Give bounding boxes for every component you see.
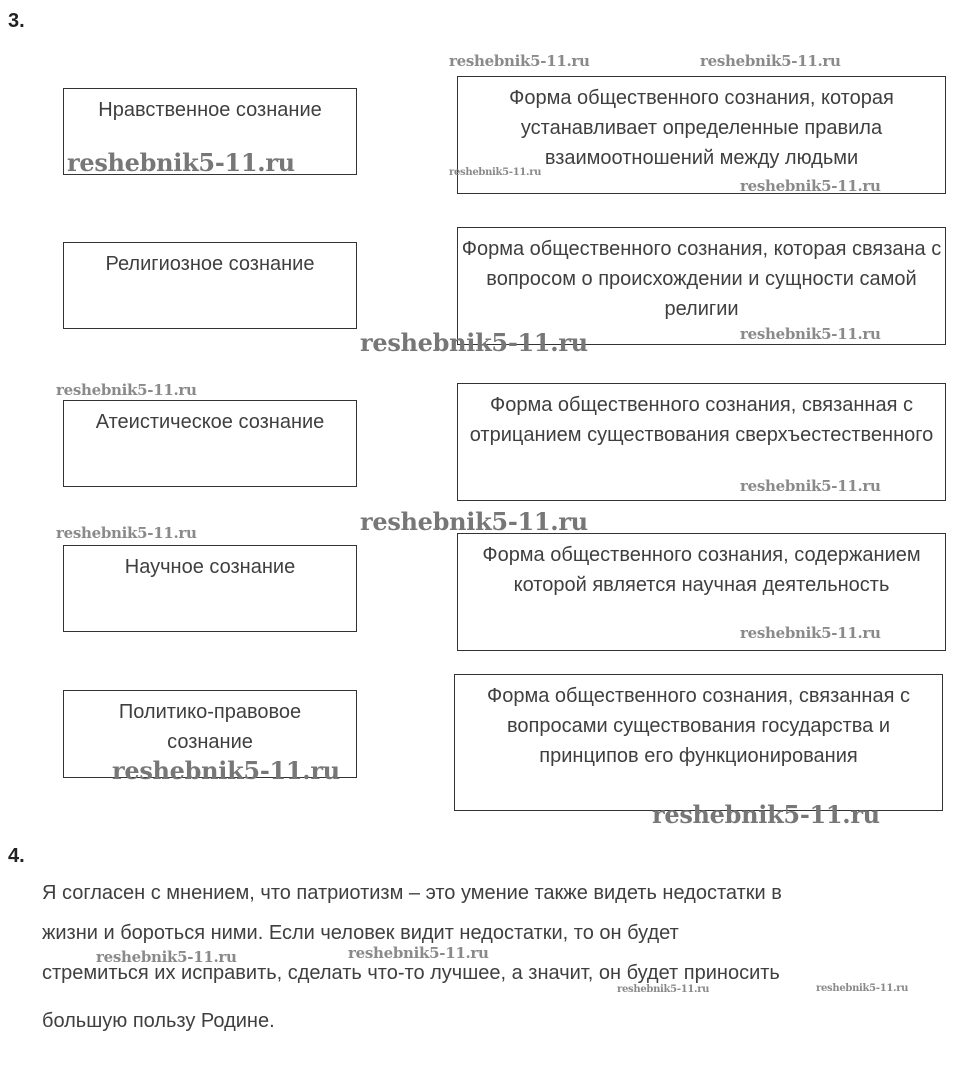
watermark: reshebnik5-11.ru: [449, 52, 590, 70]
term-box-4: Научное сознание: [63, 545, 357, 632]
watermark: reshebnik5-11.ru: [740, 477, 881, 495]
answer-line-3: стремиться их исправить, сделать что-то лучшее, а значит, он будет приносить: [42, 962, 780, 984]
watermark: reshebnik5-11.ru: [617, 984, 710, 995]
definition-box-3: Форма общественного сознания, связанная с отрицанием существования сверхъестественного: [457, 383, 946, 501]
term-box-2: Религиозное сознание: [63, 242, 357, 329]
watermark: reshebnik5-11.ru: [348, 944, 489, 962]
watermark: reshebnik5-11.ru: [740, 325, 881, 343]
definition-box-4: Форма общественного сознания, содержанием которой является научная деятельность: [457, 533, 946, 651]
term-box-1: Нравственное сознание: [63, 88, 357, 175]
watermark: reshebnik5-11.ru: [652, 800, 880, 829]
watermark: reshebnik5-11.ru: [360, 507, 588, 536]
definition-box-1: Форма общественного сознания, которая устанавливает определенные правила взаимоотношений между людьми: [457, 76, 946, 194]
definition-box-5: Форма общественного сознания, связанная с вопросами существования государства и принципов его функционирования: [454, 674, 943, 811]
watermark: reshebnik5-11.ru: [56, 524, 197, 542]
watermark: reshebnik5-11.ru: [449, 167, 542, 178]
answer-line-1: Я согласен с мнением, что патриотизм – это умение также видеть недостатки в: [42, 882, 782, 904]
term-box-3: Атеистическое сознание: [63, 400, 357, 487]
watermark: reshebnik5-11.ru: [56, 381, 197, 399]
watermark: reshebnik5-11.ru: [360, 328, 588, 357]
watermark: reshebnik5-11.ru: [112, 756, 340, 785]
watermark: reshebnik5-11.ru: [67, 148, 295, 177]
watermark: reshebnik5-11.ru: [740, 624, 881, 642]
watermark: reshebnik5-11.ru: [96, 948, 237, 966]
watermark: reshebnik5-11.ru: [740, 177, 881, 195]
answer-line-4: большую пользу Родине.: [42, 1010, 275, 1032]
watermark: reshebnik5-11.ru: [816, 983, 909, 994]
task-4-number: 4.: [8, 845, 25, 867]
task-3-number: 3.: [8, 10, 25, 32]
definition-box-2: Форма общественного сознания, которая связана с вопросом о происхождении и сущности самой религии: [457, 227, 946, 345]
answer-line-2: жизни и бороться ними. Если человек видит недостатки, то он будет: [42, 922, 679, 944]
watermark: reshebnik5-11.ru: [700, 52, 841, 70]
term-box-5: Политико-правовое сознание: [63, 690, 357, 778]
